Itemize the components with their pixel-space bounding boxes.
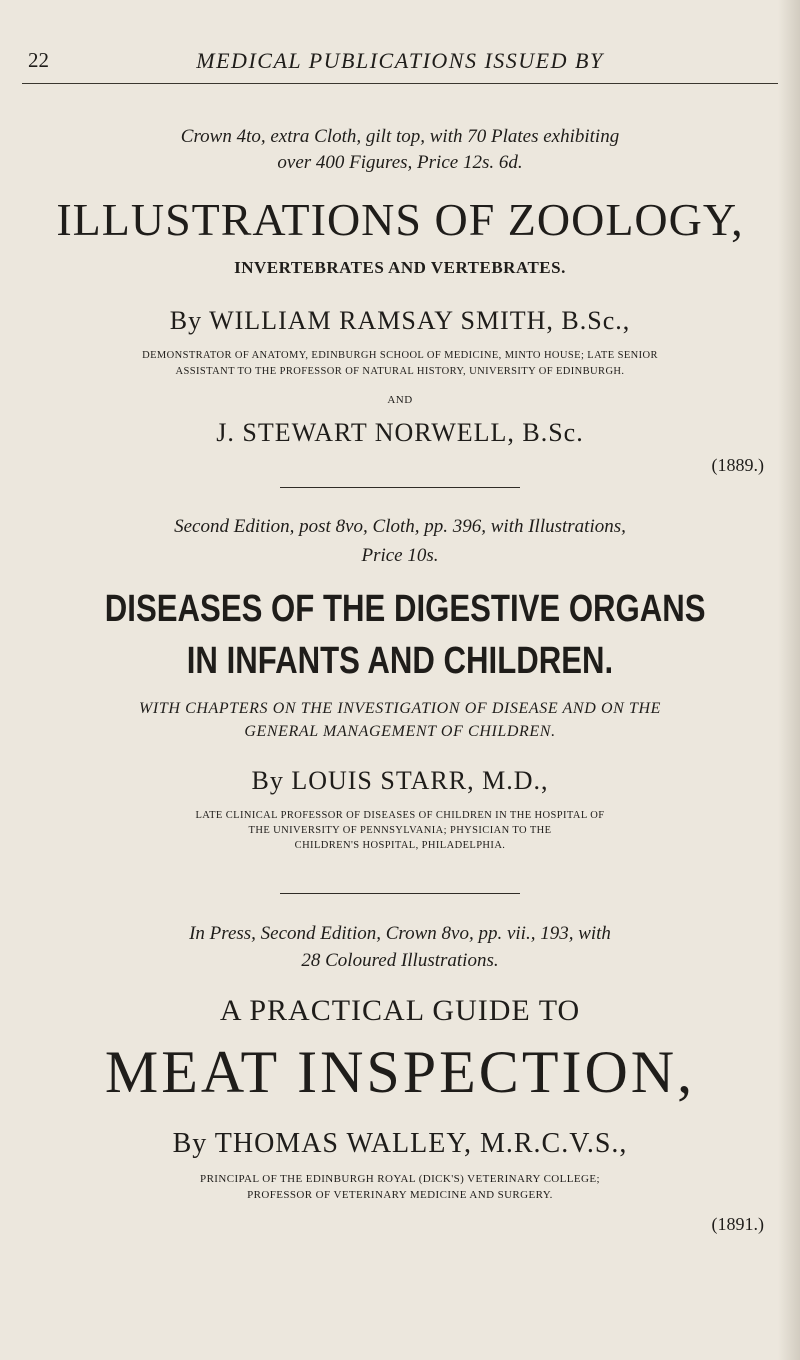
- book2-subtitle-line2: GENERAL MANAGEMENT OF CHILDREN.: [244, 723, 556, 740]
- book3-title-line1: A PRACTICAL GUIDE TO: [219, 994, 581, 1027]
- book1-title: ILLUSTRATIONS OF ZOOLOGY,: [56, 194, 744, 245]
- book3-date: (1891.): [711, 1214, 764, 1234]
- book2-format-line2: Price 10s.: [361, 545, 439, 566]
- section-divider: [280, 487, 520, 488]
- book3-credentials-line1: PRINCIPAL OF THE EDINBURGH ROYAL (DICK'S) VETERINARY COLLEGE;: [200, 1173, 600, 1185]
- book1-subtitle: INVERTEBRATES AND VERTEBRATES.: [234, 258, 566, 277]
- book1-format-line2: over 400 Figures, Price 12s. 6d.: [277, 152, 523, 173]
- page-number: 22: [28, 48, 49, 72]
- page-edge-shadow: [778, 0, 800, 1360]
- book2-credentials-line1: LATE CLINICAL PROFESSOR OF DISEASES OF CHILDREN IN THE HOSPITAL OF: [195, 810, 605, 821]
- book3-title-line2: MEAT INSPECTION,: [104, 1039, 696, 1105]
- book2-subtitle-line1: WITH CHAPTERS ON THE INVESTIGATION OF DISEASE AND ON THE: [138, 700, 662, 717]
- book1-format-line1: Crown 4to, extra Cloth, gilt top, with 70 Plates exhibiting: [180, 126, 620, 147]
- running-title: MEDICAL PUBLICATIONS ISSUED BY: [196, 48, 604, 73]
- book1-credentials-line2: ASSISTANT TO THE PROFESSOR OF NATURAL HISTORY, UNIVERSITY OF EDINBURGH.: [175, 366, 625, 377]
- book3-format-line1: In Press, Second Edition, Crown 8vo, pp. vii., 193, with: [189, 923, 611, 944]
- book3-format-line2: 28 Coloured Illustrations.: [301, 950, 499, 971]
- header-rule: [22, 83, 778, 84]
- page-header: [0, 48, 800, 88]
- book3-credentials-line2: PROFESSOR OF VETERINARY MEDICINE AND SURGERY.: [247, 1189, 553, 1201]
- book1-and: AND: [387, 394, 413, 406]
- book1-author: By WILLIAM RAMSAY SMITH, B.Sc.,: [169, 306, 631, 335]
- book2-credentials-line3: CHILDREN'S HOSPITAL, PHILADELPHIA.: [294, 840, 506, 851]
- book2-format-line1: Second Edition, post 8vo, Cloth, pp. 396, with Illustrations,: [174, 516, 626, 537]
- book2-title-line1: DISEASES OF THE DIGESTIVE ORGANS: [104, 588, 706, 630]
- book2-title-line2: IN INFANTS AND CHILDREN.: [186, 640, 614, 682]
- book3-author: By THOMAS WALLEY, M.R.C.V.S.,: [172, 1128, 628, 1159]
- section-divider: [280, 893, 520, 894]
- book1-credentials-line1: DEMONSTRATOR OF ANATOMY, EDINBURGH SCHOOL OF MEDICINE, MINTO HOUSE; LATE SENIOR: [142, 350, 658, 361]
- book2-credentials-line2: THE UNIVERSITY OF PENNSYLVANIA; PHYSICIAN TO THE: [248, 825, 552, 836]
- book1-coauthor: J. STEWART NORWELL, B.Sc.: [216, 418, 584, 447]
- book1-date: (1889.): [711, 455, 764, 475]
- book2-author: By LOUIS STARR, M.D.,: [251, 766, 549, 795]
